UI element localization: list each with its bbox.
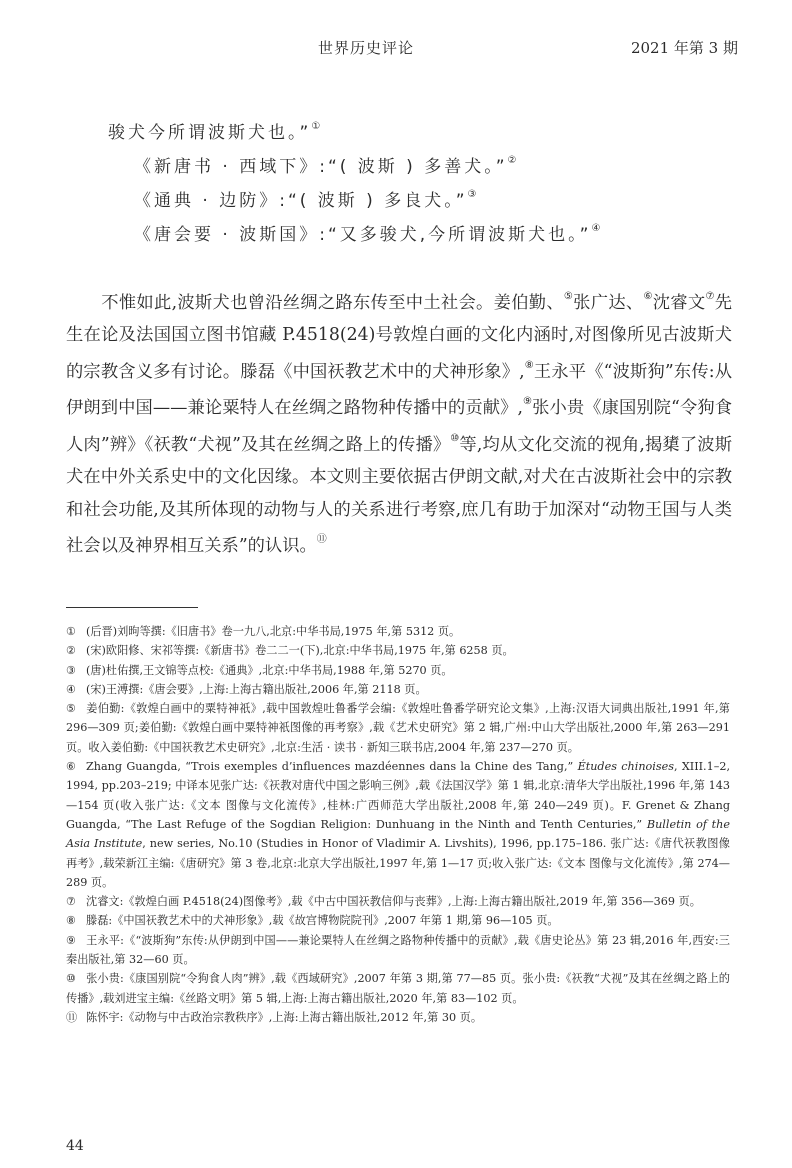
quote-text: 《新唐书 · 西域下》:“( 波斯 ) 多善犬。” [134,157,508,177]
footnote-mark: ⑨ [66,933,77,947]
footnote-ref[interactable]: ⑧ [524,359,534,371]
quote-line [134,152,517,177]
body-text: 张小贵《康国别院“令狗食人肉”辨》《祆教“犬视”及其在丝绸之路上的传播》 [66,398,732,455]
footnote [66,1008,730,1027]
footnote-mark: ⑧ [66,914,77,928]
body-text: 张广达、 [573,292,644,313]
footnote-mark: ⑤ [66,702,77,716]
body-text: 等,均从文化交流的视角,揭橥了波斯犬在中外关系史中的文化因缘。本文则主要依据古伊朗文献,对犬在古波斯社会中的宗教和社会功能,及其所体现的动物与人的关系进行考察,庶几有助于加深对“动物王国与人类社会以及神界相互关系”的认识。 [66,434,732,556]
footnote-text: , XIII.1–2, 1994, pp.203–219; 中译本见张广达:《祆教对唐代中国之影响三例》,载《法国汉学》第 1 辑,北京:清华大学出版社,1996 年,第 143—154 页(收入张广达:《文本 图像与文化流传》,桂林:广西师范大学出版社,2008 年,第 240—249 页)。F. Grenet & Zhang Guangda, “The Last Refuge of the Sogdian Religion: Dunhuang in the Ninth and Tenth Centuries,” [66,760,730,831]
footnote-text: (后晋)刘昫等撰:《旧唐书》卷一九八,北京:中华书局,1975 年,第 5312 页。 [86,625,461,638]
footnote-mark: ⑪ [66,1010,78,1024]
quote-line [108,118,320,143]
body-text: 先生在论及法国国立图书馆藏 P.4518(24)号敦煌白画的文化内涵时,对图像所见古波斯犬的宗教含义多有讨论。滕磊《中国祆教艺术中的犬神形象》, [66,292,733,382]
footnote [66,931,730,970]
footnote [66,699,730,757]
body-paragraph [66,283,732,563]
footnote-ref[interactable]: ⑨ [522,396,533,408]
page-number: 44 [66,1138,84,1154]
footnote [66,892,730,911]
journal-title-italic: Études chinoises [577,760,674,774]
footnote-text: 张小贵:《康国别院“令狗食人肉”辨》,载《西域研究》,2007 年第 3 期,第 77—85 页。张小贵:《祆教“犬视”及其在丝绸之路上的传播》,载刘进宝主编:《丝路文明》第 5 辑,上海:上海古籍出版社,2020 年,第 83—102 页。 [66,972,730,1005]
footnote-text: 沈睿文:《敦煌白画 P.4518(24)图像考》,载《中古中国祆教信仰与丧葬》,上海:上海古籍出版社,2019 年,第 356—369 页。 [86,895,701,909]
footnote-mark: ② [66,644,77,658]
footnote [66,641,730,660]
footnote-mark: ③ [66,663,77,677]
footnotes-section [66,622,730,1027]
footnote-ref[interactable]: ⑩ [450,432,460,444]
footnote [66,680,730,699]
footnote-ref[interactable]: ⑥ [643,291,653,302]
footnote-mark: ⑩ [66,972,77,986]
body-text: 沈睿文 [652,292,706,313]
journal-title: 世界历史评论 [318,39,415,57]
footnote-text: Zhang Guangda, “Trois exemples d’influences mazdéennes dans la Chine des Tang,” [86,760,578,774]
footnote-text: 滕磊:《中国祆教艺术中的犬神形象》,载《故宫博物院院刊》,2007 年第 1 期,第 96—105 页。 [86,914,559,928]
footnote-mark: ⑦ [66,895,77,909]
footnote-text: (唐)杜佑撰,王文锦等点校:《通典》,北京:中华书局,1988 年,第 5270 页。 [86,663,453,677]
footnote-divider [66,607,198,608]
body-text: 王永平《“波斯狗”东传:从伊朗到中国——兼论粟特人在丝绸之路物种传播中的贡献》, [66,361,732,419]
issue-label: 2021 年第 3 期 [630,39,738,57]
quote-text: 骏犬今所谓波斯犬也。” [108,123,312,143]
footnote [66,969,730,1008]
journal-title-italic: Bulletin of the Asia Institute [66,817,730,851]
footnote-ref[interactable]: ④ [591,223,601,235]
footnote-ref[interactable]: ② [507,155,517,167]
footnote-ref[interactable]: ③ [467,189,477,201]
footnote-ref[interactable]: ⑦ [705,291,715,302]
footnote [66,622,730,641]
footnote-mark: ⑥ [66,760,77,774]
footnote-ref[interactable]: ⑪ [316,534,327,546]
quote-text: 《唐会要 · 波斯国》:“又多骏犬,今所谓波斯犬也。” [134,225,592,245]
footnote-text: 王永平:《“波斯狗”东传:从伊朗到中国——兼论粟特人在丝绸之路物种传播中的贡献》,载《唐史论丛》第 23 辑,2016 年,西安:三秦出版社,第 32—60 页。 [66,933,730,967]
quote-line [134,220,600,245]
footnote [66,757,730,892]
footnote [66,661,730,680]
footnote-ref[interactable]: ⑤ [563,291,574,302]
body-text: 不惟如此,波斯犬也曾沿丝绸之路东传至中土社会。姜伯勤、 [101,292,564,313]
footnote-text: 姜伯勤:《敦煌白画中的粟特神祇》,载中国敦煌吐鲁番学会编:《敦煌吐鲁番学研究论文集》,上海:汉语大词典出版社,1991 年,第 296—309 页;姜伯勤:《敦煌白画中粟特神祇图像的再考察》,载《艺术史研究》第 2 辑,广州:中山大学出版社,2000 年,第 263—291 页。收入姜伯勤:《中国祆教艺术史研究》,北京:生活 · 读书 · 新知三联书店,2004 年,第 237—270 页。 [66,702,730,754]
footnote-ref[interactable]: ① [311,121,321,133]
footnote-mark: ① [66,625,77,638]
footnote-text: , new series, No.10 (Studies in Honor of Vladimir A. Livshits), 1996, pp.175–186. 张广达:《唐代祆教图像再考》,载荣新江主编:《唐研究》第 3 卷,北京:北京大学出版社,1997 年,第 1—17 页;收入张广达:《文本 图像与文化流传》,第 274—289 页。 [66,837,730,889]
footnote [66,911,730,930]
footnote-text: 陈怀宇:《动物与中古政治宗教秩序》,上海:上海古籍出版社,2012 年,第 30 页。 [86,1010,483,1024]
footnote-text: (宋)王溥撰:《唐会要》,上海:上海古籍出版社,2006 年,第 2118 页。 [86,682,427,696]
quote-line [134,186,477,211]
quote-text: 《通典 · 边防》:“( 波斯 ) 多良犬。” [134,191,468,211]
footnote-mark: ④ [66,682,77,696]
footnote-text: (宋)欧阳修、宋祁等撰:《新唐书》卷二二一(下),北京:中华书局,1975 年,第 6258 页。 [86,644,514,658]
